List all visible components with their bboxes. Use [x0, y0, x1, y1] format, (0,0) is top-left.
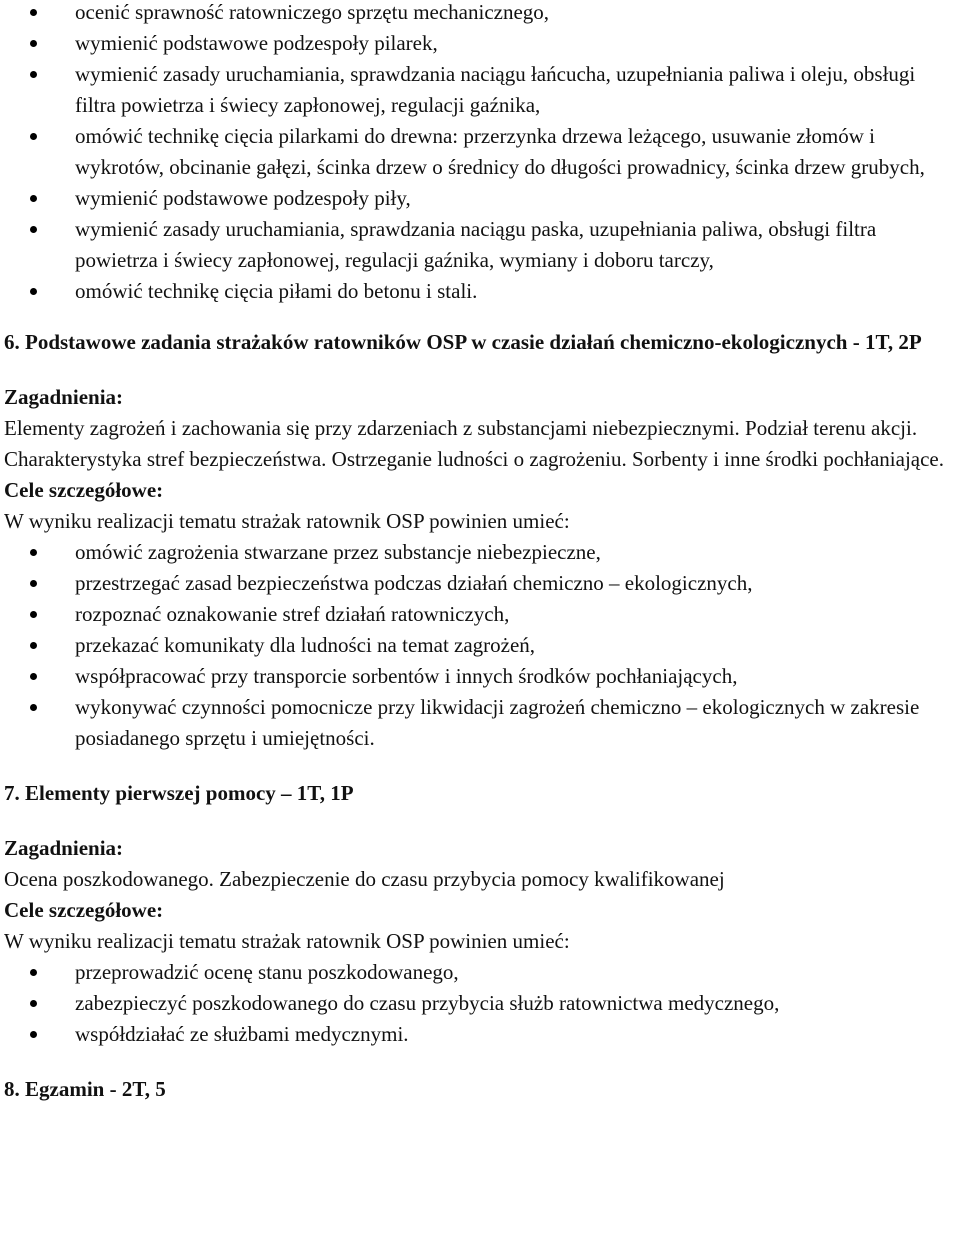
list-item: rozpoznać oznakowanie stref działań ratowniczych,	[0, 599, 960, 630]
spacer	[0, 809, 960, 833]
list-item: omówić technikę cięcia pilarkami do drewna: przerzynka drzewa leżącego, usuwanie złomów i wykrotów, obcinanie gałęzi, ścinka drzew o średnicy do długości prowadnicy, ścinka drzew grubych,	[0, 121, 960, 183]
section-6-goals-intro: W wyniku realizacji tematu strażak ratownik OSP powinien umieć:	[4, 509, 570, 533]
section-7-goals-label: Cele szczegółowe:	[4, 898, 164, 922]
list-item: wymienić zasady uruchamiania, sprawdzania naciągu łańcucha, uzupełniania paliwa i oleju, obsługi filtra powietrza i świecy zapłonowej, regulacji gaźnika,	[0, 59, 960, 121]
list-item: ocenić sprawność ratowniczego sprzętu mechanicznego,	[0, 0, 960, 28]
bullet-icon	[30, 226, 37, 233]
bullet-icon	[30, 642, 37, 649]
bullet-list-section-6-goals	[0, 537, 960, 754]
section-7-issues-text: Ocena poszkodowanego. Zabezpieczenie do czasu przybycia pomocy kwalifikowanej	[4, 867, 725, 891]
bullet-icon	[30, 133, 37, 140]
list-item: przeprowadzić ocenę stanu poszkodowanego,	[0, 957, 960, 988]
bullet-list-equipment	[0, 0, 960, 307]
section-6-issues-text: Elementy zagrożeń i zachowania się przy zdarzeniach z substancjami niebezpiecznymi. Podział terenu akcji. Charakterystyka stref bezpieczeństwa. Ostrzeganie ludności o zagrożeniu. Sorbenty i inne środki pochłaniające.	[4, 416, 944, 471]
bullet-icon	[30, 1031, 37, 1038]
bullet-icon	[30, 71, 37, 78]
list-item: wymienić podstawowe podzespoły pilarek,	[0, 28, 960, 59]
list-item: współpracować przy transporcie sorbentów i innych środków pochłaniających,	[0, 661, 960, 692]
list-item: współdziałać ze służbami medycznymi.	[0, 1019, 960, 1050]
bullet-icon	[30, 611, 37, 618]
bullet-icon	[30, 673, 37, 680]
section-6-heading: 6. Podstawowe zadania strażaków ratowników OSP w czasie działań chemiczno-ekologicznych - 1T, 2P	[4, 330, 922, 354]
section-6-issues-label: Zagadnienia:	[4, 385, 124, 409]
list-item: przekazać komunikaty dla ludności na temat zagrożeń,	[0, 630, 960, 661]
list-item: zabezpieczyć poszkodowanego do czasu przybycia służb ratownictwa medycznego,	[0, 988, 960, 1019]
bullet-icon	[30, 969, 37, 976]
list-item: wykonywać czynności pomocnicze przy likwidacji zagrożeń chemiczno – ekologicznych w zakresie posiadanego sprzętu i umiejętności.	[0, 692, 960, 754]
bullet-icon	[30, 1000, 37, 1007]
bullet-icon	[30, 195, 37, 202]
list-item: przestrzegać zasad bezpieczeństwa podczas działań chemiczno – ekologicznych,	[0, 568, 960, 599]
bullet-icon	[30, 40, 37, 47]
spacer	[0, 1050, 960, 1074]
section-7-heading: 7. Elementy pierwszej pomocy – 1T, 1P	[4, 781, 354, 805]
spacer	[0, 358, 960, 382]
bullet-icon	[30, 549, 37, 556]
bullet-list-section-7-goals	[0, 957, 960, 1050]
section-7-goals-intro: W wyniku realizacji tematu strażak ratownik OSP powinien umieć:	[4, 929, 570, 953]
list-item: wymienić podstawowe podzespoły piły,	[0, 183, 960, 214]
section-8-heading: 8. Egzamin - 2T, 5	[4, 1077, 166, 1101]
list-item: omówić zagrożenia stwarzane przez substancje niebezpieczne,	[0, 537, 960, 568]
list-item: omówić technikę cięcia piłami do betonu i stali.	[0, 276, 960, 307]
spacer	[0, 307, 960, 327]
bullet-icon	[30, 9, 37, 16]
list-item: wymienić zasady uruchamiania, sprawdzania naciągu paska, uzupełniania paliwa, obsługi filtra powietrza i świecy zapłonowej, regulacji gaźnika, wymiany i doboru tarczy,	[0, 214, 960, 276]
section-6-goals-label: Cele szczegółowe:	[4, 478, 164, 502]
bullet-icon	[30, 288, 37, 295]
bullet-icon	[30, 580, 37, 587]
bullet-icon	[30, 704, 37, 711]
spacer	[0, 754, 960, 778]
section-7-issues-label: Zagadnienia:	[4, 836, 124, 860]
